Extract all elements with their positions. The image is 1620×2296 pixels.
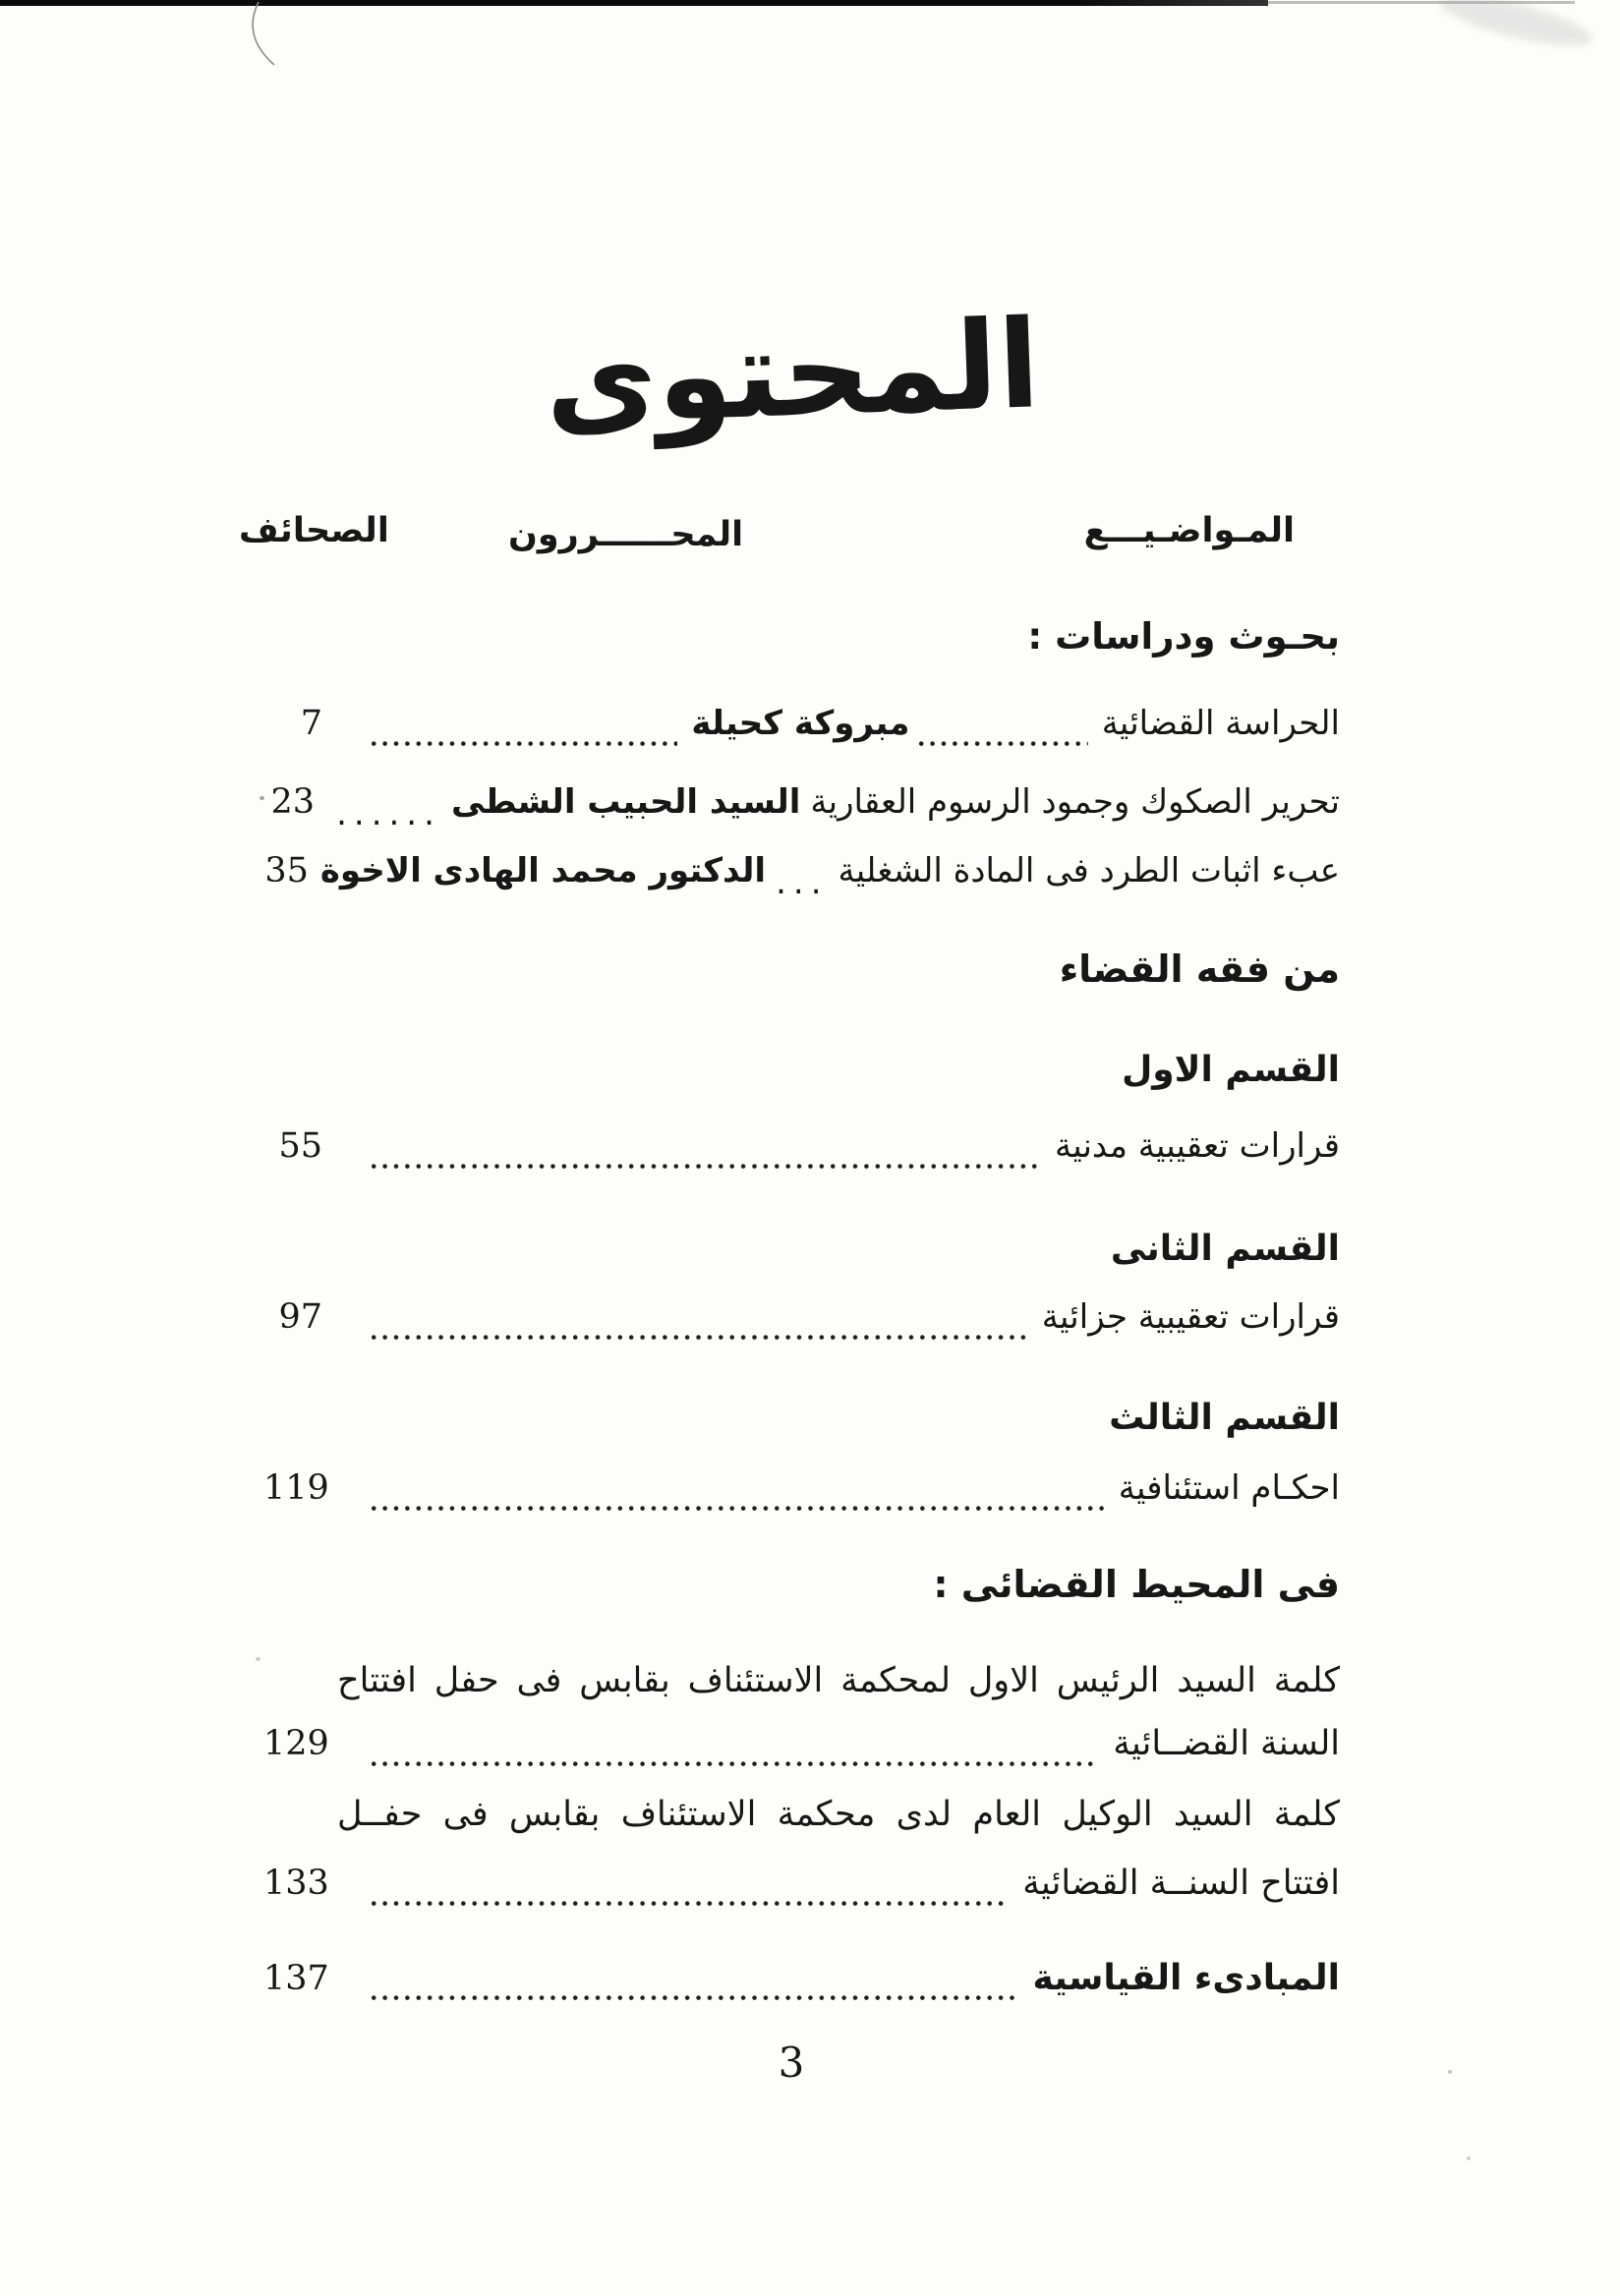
ink-speck — [1448, 2070, 1452, 2074]
entry-page-number: 97 — [278, 1297, 322, 1337]
entry-page-number: 119 — [263, 1468, 329, 1508]
toc-entry — [263, 1297, 1340, 1349]
dot-leader — [919, 741, 1087, 746]
dot-leader — [372, 1164, 1041, 1169]
toc-entry — [263, 851, 1340, 902]
dot-leader — [372, 1761, 1099, 1766]
toc-entry — [263, 1724, 1340, 1775]
column-header-topics: المـواضـيـــع — [1083, 511, 1295, 550]
toc-entry — [263, 782, 1340, 833]
dot-separator: ... — [776, 863, 829, 902]
entry-page-number: 7 — [300, 704, 322, 743]
entry-page-number: 133 — [263, 1864, 329, 1903]
entry-topic: عبء اثبات الطرد فى المادة الشغلية — [838, 851, 1340, 890]
column-header-pages: الصحائف — [239, 511, 389, 550]
hair-scratch-artifact — [236, 0, 295, 79]
entry-topic: قرارات تعقيبية جزائية — [1041, 1297, 1340, 1337]
entry-topic-line1: كلمة السيد الرئيس الاول لمحكمة الاستئناف بقابس فى حفل افتتاح — [337, 1661, 1340, 1700]
dot-leader: ...... — [336, 794, 441, 833]
entry-author: مبروكة كحيلة — [691, 704, 910, 743]
toc-entry — [263, 1126, 1340, 1177]
dot-leader — [372, 1506, 1105, 1511]
entry-topic: قرارات تعقيبية مدنية — [1054, 1126, 1340, 1166]
scan-edge-artifact-light — [1268, 1, 1575, 4]
entry-author: الدكتور محمد الهادى الاخوة — [319, 851, 767, 890]
entry-topic: احكـام استئنافية — [1118, 1468, 1340, 1508]
entry-page-number: 55 — [278, 1126, 322, 1166]
scan-smudge-artifact — [1435, 0, 1595, 56]
dot-leader — [372, 741, 677, 746]
entry-page-number: 137 — [263, 1959, 329, 1998]
entry-author: السيد الحبيب الشطى — [450, 782, 801, 822]
dot-leader — [372, 1995, 1018, 2000]
entry-topic: المبادىء القياسية — [1032, 1958, 1340, 1998]
entry-page-number: 23 — [270, 782, 316, 822]
entry-page-number: 35 — [264, 851, 309, 890]
page-number: 3 — [778, 2038, 805, 2087]
section-heading-research: بحـوث ودراسات : — [1027, 615, 1340, 658]
subsection-heading-part1: القسم الاول — [1122, 1050, 1340, 1090]
ink-speck — [1467, 2156, 1471, 2160]
subsection-heading-part3: القسم الثالث — [1109, 1398, 1340, 1438]
scan-edge-artifact — [0, 0, 1268, 6]
subsection-heading-part2: القسم الثانى — [1110, 1229, 1340, 1269]
toc-entry — [263, 704, 1340, 755]
toc-entry — [263, 1864, 1340, 1915]
toc-entry — [263, 1468, 1340, 1520]
toc-entry — [263, 1958, 1340, 2009]
entry-topic: الحراسة القضائية — [1101, 704, 1340, 743]
section-heading-case-law: من فقه القضاء — [1059, 947, 1340, 991]
entry-topic-line2: افتتاح السنــة القضائية — [1022, 1864, 1340, 1903]
entry-topic: تحرير الصكوك وجمود الرسوم العقارية — [810, 782, 1340, 822]
column-header-editors: المحــــــررون — [508, 515, 744, 554]
entry-topic-line2: السنة القضــائية — [1113, 1724, 1340, 1763]
ink-speck — [256, 1657, 260, 1661]
document-title: المحتوى — [542, 294, 1043, 453]
section-heading-judicial-milieu: فى المحيط القضائى : — [933, 1563, 1340, 1606]
entry-topic-line1: كلمة السيد الوكيل العام لدى محكمة الاستئناف بقابس فى حفــل — [337, 1795, 1340, 1834]
dot-leader — [372, 1335, 1028, 1340]
entry-page-number: 129 — [263, 1724, 329, 1763]
dot-leader — [372, 1901, 1009, 1906]
